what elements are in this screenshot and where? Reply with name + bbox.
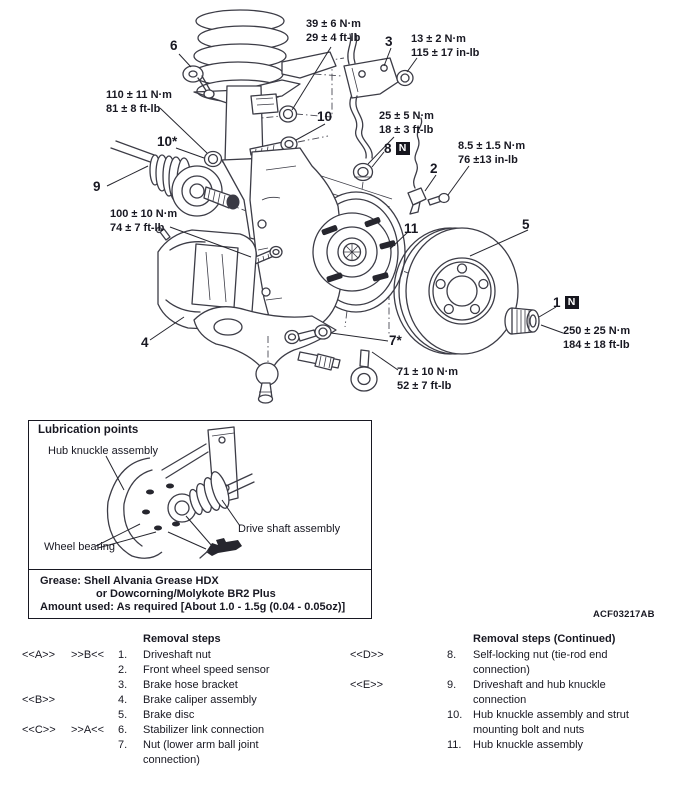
step-row: <<E>> 9. Driveshaft and hub knuckle — [350, 679, 606, 691]
torque-strut-knuckle: 110 ± 11 N·m 81 ± 8 ft-lb — [106, 89, 172, 115]
step-row: connection) — [473, 664, 530, 676]
removal-steps-title: Removal steps — [143, 633, 221, 645]
step-row: <<A>> >>B<< 1. Driveshaft nut — [22, 649, 211, 661]
axle-nut — [505, 308, 539, 334]
strut-mount-nut — [205, 152, 222, 167]
removal-steps-continued-title: Removal steps (Continued) — [473, 633, 616, 645]
grease-spec: Grease: Shell Alvania Grease HDX or Dowcorning/Molykote BR2 Plus Amount used: As required [About 1.0 - 1.5g (0.04 - 0.05oz)] — [40, 575, 346, 614]
torque-speed-sensor: 8.5 ± 1.5 N·m 76 ±13 in-lb — [458, 140, 526, 166]
drive-shaft-label: Drive shaft assembly — [238, 523, 341, 535]
driveshaft — [111, 141, 239, 216]
step-row: 7. Nut (lower arm ball joint — [118, 739, 259, 751]
brake-hose-bracket — [344, 34, 398, 158]
callout-6: 6 — [170, 38, 178, 53]
lubrication-box — [28, 420, 372, 619]
strut-upper-nut — [280, 106, 297, 122]
torque-locking-nut: 25 ± 5 N·m 18 ± 3 ft-lb — [379, 110, 434, 136]
step-row: mounting bolt and nuts — [473, 724, 585, 736]
removal-steps-list — [22, 632, 337, 768]
step-row: connection) — [143, 754, 200, 766]
callout-5: 5 — [522, 217, 530, 232]
lubrication-title: Lubrication points — [38, 424, 139, 436]
callout-11: 11 — [404, 221, 419, 236]
torque-strut-upper: 39 ± 6 N·m 29 ± 4 ft-lb — [306, 18, 361, 44]
step-row: 3. Brake hose bracket — [118, 679, 238, 691]
torque-axle-nut: 250 ± 25 N·m 184 ± 18 ft-lb — [563, 325, 631, 351]
callout-9: 9 — [93, 179, 101, 194]
callout-8: 8 N — [384, 142, 410, 155]
callout-3: 3 — [385, 34, 393, 49]
torque-caliper: 100 ± 10 N·m 74 ± 7 ft-lb — [110, 208, 178, 234]
callout-2: 2 — [430, 161, 438, 176]
figure-code: ACF03217AB — [593, 609, 655, 620]
lubrication-divider — [29, 569, 371, 570]
brake-disc — [394, 228, 518, 354]
callout-7-star: 7* — [389, 333, 402, 348]
step-row: <<D>> 8. Self-locking nut (tie-rod end — [350, 649, 608, 661]
n-badge: N — [396, 142, 410, 155]
callout-10: 10 — [317, 109, 333, 124]
torque-tie-rod: 71 ± 10 N·m 52 ± 7 ft-lb — [397, 366, 459, 392]
step-row: 11. Hub knuckle assembly — [447, 739, 584, 751]
torque-hose-bracket: 13 ± 2 N·m 115 ± 17 in-lb — [411, 33, 480, 59]
step-row: 2. Front wheel speed sensor — [118, 664, 270, 676]
step-row: <<B>> 4. Brake caliper assembly — [22, 694, 257, 706]
step-row: 10. Hub knuckle assembly and strut — [447, 709, 629, 721]
callout-4: 4 — [141, 335, 149, 350]
removal-steps-continued-list — [350, 632, 668, 753]
callout-10-star: 10* — [157, 134, 178, 149]
wheel-bearing-label: Wheel bearing — [44, 541, 115, 553]
n-badge: N — [565, 296, 579, 309]
step-row: <<C>> >>A<< 6. Stabilizer link connection — [22, 724, 265, 736]
hub-knuckle-label: Hub knuckle assembly — [48, 445, 159, 457]
hose-bracket-nut — [397, 71, 413, 86]
step-row: connection — [473, 694, 527, 706]
tie-rod-end — [285, 325, 377, 391]
step-row: 5. Brake disc — [118, 709, 195, 721]
callout-1: 1 N — [553, 296, 579, 309]
